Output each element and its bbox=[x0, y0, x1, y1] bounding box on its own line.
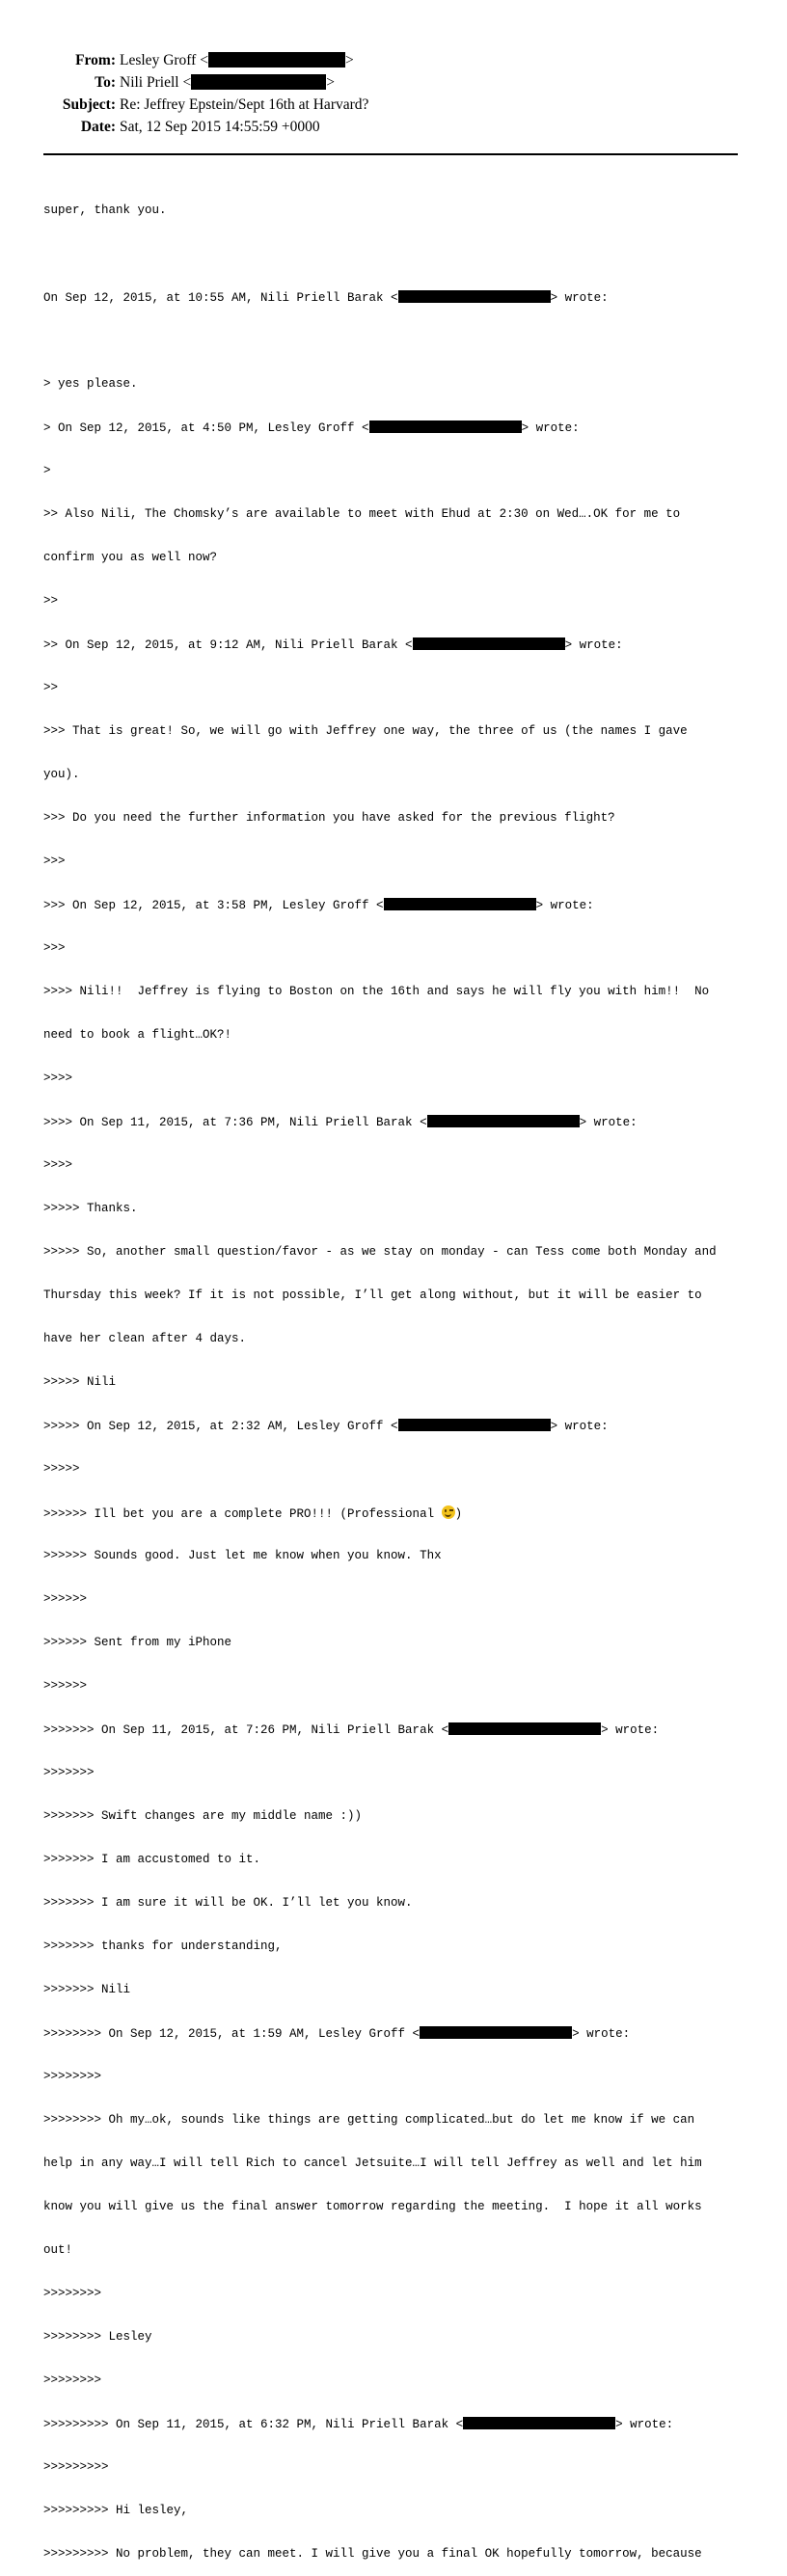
body-line: out! bbox=[43, 2243, 73, 2257]
body-line: >> bbox=[43, 594, 59, 608]
redacted-email bbox=[420, 2026, 572, 2039]
body-line: need to book a flight…OK?! bbox=[43, 1028, 232, 1042]
email-body bbox=[43, 175, 747, 2576]
body-line: >>>>>> Ill bet you are a complete PRO!!! (Professional ) bbox=[43, 1507, 463, 1521]
body-line: >>>> bbox=[43, 1071, 73, 1085]
body-line: >>>>>>>> Lesley bbox=[43, 2330, 152, 2344]
body-line: >>>>>> bbox=[43, 1592, 88, 1606]
body-line: >>>>>>>> bbox=[43, 2287, 102, 2300]
body-line: >>>>> bbox=[43, 1462, 80, 1476]
body-line: super, thank you. bbox=[43, 203, 167, 217]
winking-face-icon bbox=[442, 1505, 455, 1519]
body-line: > yes please. bbox=[43, 377, 138, 391]
blank-line bbox=[43, 247, 747, 261]
header-date-row bbox=[0, 118, 787, 140]
body-line: >>>>>>>> bbox=[43, 2373, 102, 2387]
quote-attribution: >>>>> On Sep 12, 2015, at 2:32 AM, Lesley Groff < > wrote: bbox=[43, 1420, 609, 1433]
date-label: Date: bbox=[80, 119, 116, 135]
to-close: > bbox=[326, 74, 335, 91]
header-divider bbox=[43, 153, 738, 155]
from-label: From: bbox=[75, 52, 116, 68]
quote-attribution: On Sep 12, 2015, at 10:55 AM, Nili Priell Barak < > wrote: bbox=[43, 291, 609, 305]
from-value bbox=[120, 51, 354, 70]
body-line: > bbox=[43, 464, 51, 477]
to-value bbox=[120, 73, 335, 93]
redacted-email bbox=[398, 290, 551, 303]
redacted-email bbox=[427, 1115, 580, 1127]
from-close: > bbox=[344, 52, 354, 68]
header-from-row bbox=[0, 51, 787, 73]
body-line: >>>>>>>> bbox=[43, 2070, 102, 2083]
to-name: Nili Priell < bbox=[120, 74, 192, 91]
subject-value: Re: Jeffrey Epstein/Sept 16th at Harvard? bbox=[120, 96, 369, 113]
body-line: know you will give us the final answer tomorrow regarding the meeting. I hope it all works bbox=[43, 2200, 702, 2213]
redacted-email bbox=[413, 637, 565, 650]
body-line: >>>>> Thanks. bbox=[43, 1202, 138, 1215]
body-line: >>>>>>> bbox=[43, 1766, 95, 1779]
redacted-email bbox=[208, 52, 345, 68]
quote-attribution: >>>>>>>>> On Sep 11, 2015, at 6:32 PM, Nili Priell Barak < > wrote: bbox=[43, 2418, 674, 2431]
body-line: >>>> Nili!! Jeffrey is flying to Boston on the 16th and says he will fly you with him!! No bbox=[43, 985, 710, 998]
body-line: >>>>>>> I am accustomed to it. bbox=[43, 1853, 261, 1866]
header-to-row bbox=[0, 73, 787, 95]
redacted-email bbox=[369, 420, 522, 433]
body-line: Thursday this week? If it is not possible, I’ll get along without, but it will be easier to bbox=[43, 1288, 702, 1302]
body-line: you). bbox=[43, 768, 80, 781]
body-line: >>>>>>> Nili bbox=[43, 1983, 131, 1996]
redacted-email bbox=[463, 2417, 615, 2429]
redacted-email bbox=[448, 1722, 601, 1735]
body-line: >>>> bbox=[43, 1158, 73, 1172]
body-line: >>>>> Nili bbox=[43, 1375, 117, 1389]
body-line: have her clean after 4 days. bbox=[43, 1332, 247, 1345]
from-name: Lesley Groff < bbox=[120, 52, 208, 68]
redacted-email bbox=[384, 898, 536, 910]
body-line: >>>>> So, another small question/favor - as we stay on monday - can Tess come both Monday and bbox=[43, 1245, 717, 1259]
header-subject-row bbox=[0, 95, 787, 118]
to-label: To: bbox=[95, 74, 116, 91]
body-line: >> Also Nili, The Chomsky’s are available to meet with Ehud at 2:30 on Wed….OK for me to bbox=[43, 507, 681, 521]
body-line: >>> bbox=[43, 941, 66, 955]
quote-attribution: > On Sep 12, 2015, at 4:50 PM, Lesley Groff < > wrote: bbox=[43, 421, 580, 435]
quote-attribution: >>>>>>> On Sep 11, 2015, at 7:26 PM, Nili Priell Barak < > wrote: bbox=[43, 1723, 660, 1737]
redacted-email bbox=[398, 1419, 551, 1431]
body-line: >>>>>>> I am sure it will be OK. I’ll let you know. bbox=[43, 1896, 413, 1910]
body-line: >>>>>>>> Oh my…ok, sounds like things are getting complicated…but do let me know if we can bbox=[43, 2113, 695, 2127]
subject-label: Subject: bbox=[62, 96, 116, 113]
date-value: Sat, 12 Sep 2015 14:55:59 +0000 bbox=[120, 119, 320, 135]
body-line: >>>>>>> thanks for understanding, bbox=[43, 1939, 283, 1953]
body-line: >>> That is great! So, we will go with Jeffrey one way, the three of us (the names I gave bbox=[43, 724, 688, 738]
email-header bbox=[0, 51, 787, 140]
body-line: >>> Do you need the further information you have asked for the previous flight? bbox=[43, 811, 615, 825]
body-line: >> bbox=[43, 681, 59, 694]
body-line: >>> bbox=[43, 854, 66, 868]
body-line: >>>>>>>>> Hi lesley, bbox=[43, 2504, 189, 2517]
quote-attribution: >> On Sep 12, 2015, at 9:12 AM, Nili Priell Barak < > wrote: bbox=[43, 638, 623, 652]
body-line: >>>>>>>>> bbox=[43, 2460, 109, 2474]
body-line: confirm you as well now? bbox=[43, 551, 218, 564]
redacted-email bbox=[191, 74, 326, 90]
body-line: help in any way…I will tell Rich to cancel Jetsuite…I will tell Jeffrey as well and let him bbox=[43, 2156, 702, 2170]
quote-attribution: >>>> On Sep 11, 2015, at 7:36 PM, Nili Priell Barak < > wrote: bbox=[43, 1116, 638, 1129]
body-line: >>>>>> Sounds good. Just let me know when you know. Thx bbox=[43, 1549, 442, 1562]
blank-line bbox=[43, 334, 747, 348]
body-line: >>>>>> Sent from my iPhone bbox=[43, 1636, 232, 1649]
quote-attribution: >>>>>>>> On Sep 12, 2015, at 1:59 AM, Lesley Groff < > wrote: bbox=[43, 2027, 631, 2041]
body-line: >>>>>> bbox=[43, 1679, 88, 1693]
quote-attribution: >>> On Sep 12, 2015, at 3:58 PM, Lesley Groff < > wrote: bbox=[43, 899, 594, 912]
body-line: >>>>>>>>> No problem, they can meet. I will give you a final OK hopefully tomorrow, because bbox=[43, 2547, 702, 2561]
body-line: >>>>>>> Swift changes are my middle name :)) bbox=[43, 1809, 363, 1823]
